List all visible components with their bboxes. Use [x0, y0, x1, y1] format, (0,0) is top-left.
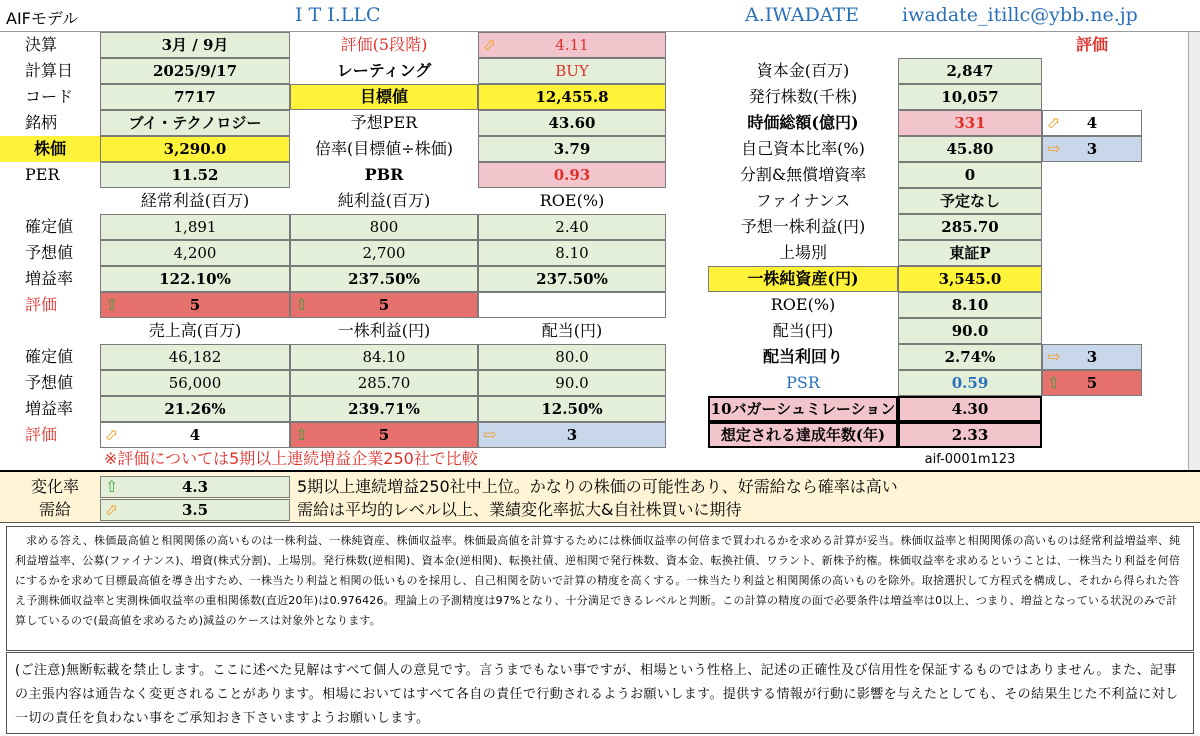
- supply-label: 需給: [38, 500, 71, 519]
- t2-eval-label: 評価: [25, 425, 58, 444]
- capital-value[interactable]: 2,847: [898, 58, 1042, 84]
- pbr-label: PBR: [364, 165, 404, 184]
- code-label: コード: [25, 87, 74, 106]
- t2-header-3: 配当(円): [541, 321, 603, 340]
- sim-label: 10バガーシュミレーション: [708, 396, 898, 422]
- bps-value[interactable]: 3,545.0: [898, 266, 1042, 292]
- psr-label: PSR: [786, 373, 820, 392]
- supply-text: 需給は平均的レベル以上、業績変化率拡大&自社株買いに期待: [297, 500, 742, 519]
- name-value[interactable]: ブイ・テクノロジー: [100, 110, 290, 136]
- t2-growth-1[interactable]: 21.26%: [100, 396, 290, 422]
- bps-label: 一株純資産(円): [708, 266, 898, 292]
- listing-value[interactable]: 東証P: [898, 240, 1042, 266]
- model-id: aif-0001m123: [924, 451, 1016, 467]
- t2-growth-3[interactable]: 12.50%: [478, 396, 666, 422]
- t2-forecast-1[interactable]: 56,000: [100, 370, 290, 396]
- arrow-up-right-icon: ⬀: [105, 425, 119, 444]
- t1-growth-2[interactable]: 237.50%: [290, 266, 478, 292]
- t1-forecast-label: 予想値: [25, 243, 74, 262]
- company-name: I T I.LLC: [295, 4, 381, 26]
- equity-eval[interactable]: ⇨ 3: [1042, 136, 1142, 162]
- scrollbar[interactable]: [1188, 32, 1200, 470]
- t2-forecast-2[interactable]: 285.70: [290, 370, 478, 396]
- years-value[interactable]: 2.33: [898, 422, 1042, 448]
- ratio-label: 倍率(目標値÷株価): [315, 139, 453, 158]
- equity-value[interactable]: 45.80: [898, 136, 1042, 162]
- rating-value[interactable]: BUY: [478, 58, 666, 84]
- rating5-value[interactable]: ⬀ 4.11: [478, 32, 666, 58]
- price-label: 株価: [0, 136, 100, 162]
- ratio-value[interactable]: 3.79: [478, 136, 666, 162]
- methodology-text: 求める答え、株価最高値と相関関係の高いものは一株利益、一株純資産、株価収益率。株価最高値を計算するためには株価収益率の何倍まで買われるかを求める計算が妥当。株価収益率と相関関係の高いものは経常利益増益率、純利益増益率、公募(ファイナンス)、増資(株式分割)、上場別。発行株数(逆相関)、資本金(逆相関)、転換社債、逆相関で発行株数、資本金、転換社債、ワラント、新株予約権。株価収益率を求めるということは、一株当たり利益を何倍にするかを求めて目標最高値を導き出すため、一株当たり利益と相関の低いものを採用し、自己相関を防いで計算の精度を高くする。一株当たり利益と相関関係の高いものを除外。取捨選択して方程式を構成し、それから得られた答え予測株価収益率と実測株価収益率の重相関係数(直近20年)は0.976426。理論上の予測精度は97%となり、十分満足できるレベルと判断。この計算の精度の面で必要条件は増益率は0以上、つまり、増益となっている状況のみで計算しているので(最高値を求めるため)減益のケースは対象外となります。: [6, 526, 1194, 651]
- arrow-right-icon: ⇨: [483, 425, 497, 444]
- t1-eval-label: 評価: [25, 295, 58, 314]
- arrow-up-icon: ⇧: [1047, 373, 1061, 392]
- per-label: PER: [25, 165, 60, 184]
- t1-forecast-2[interactable]: 2,700: [290, 240, 478, 266]
- t2-actual-3[interactable]: 80.0: [478, 344, 666, 370]
- arrow-up-right-icon: ⬀: [105, 500, 119, 519]
- note-text: ※評価については5期以上連続増益企業250社で比較: [104, 449, 478, 468]
- t1-header-1: 経常利益(百万): [140, 191, 250, 210]
- finance-label: ファイナンス: [755, 191, 851, 210]
- t1-header-2: 純利益(百万): [337, 191, 431, 210]
- arrow-right-icon: ⇨: [1047, 139, 1061, 158]
- t1-growth-3[interactable]: 237.50%: [478, 266, 666, 292]
- fper-value[interactable]: 43.60: [478, 110, 666, 136]
- t2-header-1: 売上高(百万): [148, 321, 242, 340]
- summary-panel: [0, 470, 1200, 523]
- code-value[interactable]: 7717: [100, 84, 290, 110]
- arrow-up-icon: ⇧: [105, 295, 119, 314]
- t2-forecast-3[interactable]: 90.0: [478, 370, 666, 396]
- arrow-up-icon: ⇧: [105, 477, 119, 496]
- t2-eval-2[interactable]: ⇧ 5: [290, 422, 478, 448]
- arrow-up-right-icon: ⬀: [483, 35, 497, 54]
- calc-date-label: 計算日: [25, 61, 74, 80]
- t1-actual-1[interactable]: 1,891: [100, 214, 290, 240]
- fper-label: 予想PER: [350, 113, 418, 132]
- settlement-value[interactable]: 3月 / 9月: [100, 32, 290, 58]
- t1-eval-3[interactable]: [478, 292, 666, 318]
- years-label: 想定される達成年数(年): [708, 422, 898, 448]
- mcap-value[interactable]: 331: [898, 110, 1042, 136]
- arrow-up-icon: ⇧: [295, 295, 309, 314]
- div-label: 配当(円): [772, 321, 834, 340]
- t2-header-2: 一株利益(円): [337, 321, 431, 340]
- t1-actual-label: 確定値: [25, 217, 74, 236]
- t2-actual-1[interactable]: 46,182: [100, 344, 290, 370]
- arrow-right-icon: ⇨: [1047, 347, 1061, 366]
- t1-header-3: ROE(%): [539, 191, 605, 210]
- analysis-grid: [0, 32, 1200, 470]
- feps-value[interactable]: 285.70: [898, 214, 1042, 240]
- t2-growth-label: 増益率: [25, 399, 74, 418]
- author-email: iwadate_itillc@ybb.ne.jp: [902, 4, 1138, 26]
- equity-label: 自己資本比率(%): [741, 139, 865, 158]
- listing-label: 上場別: [778, 243, 827, 262]
- psr-eval[interactable]: ⇧ 5: [1042, 370, 1142, 396]
- feps-label: 予想一株利益(円): [740, 217, 866, 236]
- model-title: AIFモデル: [6, 9, 79, 28]
- yield-value[interactable]: 2.74%: [898, 344, 1042, 370]
- roe-label: ROE(%): [770, 295, 836, 314]
- finance-value[interactable]: 予定なし: [898, 188, 1042, 214]
- t1-eval-1[interactable]: ⇧ 5: [100, 292, 290, 318]
- rating5-label: 評価(5段階): [340, 35, 428, 54]
- psr-value[interactable]: 0.59: [898, 370, 1042, 396]
- roe-value[interactable]: 8.10: [898, 292, 1042, 318]
- change-value[interactable]: ⇧ 4.3: [100, 476, 290, 498]
- t2-actual-label: 確定値: [25, 347, 74, 366]
- t1-growth-1[interactable]: 122.10%: [100, 266, 290, 292]
- t2-eval-3[interactable]: ⇨ 3: [478, 422, 666, 448]
- shares-value[interactable]: 10,057: [898, 84, 1042, 110]
- price-value[interactable]: 3,290.0: [100, 136, 290, 162]
- t2-eval-1[interactable]: ⬀ 4: [100, 422, 290, 448]
- shares-label: 発行株数(千株): [748, 87, 858, 106]
- eval-header: 評価: [1075, 35, 1108, 54]
- t2-growth-2[interactable]: 239.71%: [290, 396, 478, 422]
- calc-date-value[interactable]: 2025/9/17: [100, 58, 290, 84]
- per-value[interactable]: 11.52: [100, 162, 290, 188]
- sim-value[interactable]: 4.30: [898, 396, 1042, 422]
- split-label: 分割&無償増資率: [739, 165, 867, 184]
- change-label: 変化率: [30, 477, 79, 496]
- t2-forecast-label: 予想値: [25, 373, 74, 392]
- yield-label: 配当利回り: [762, 347, 843, 366]
- t1-growth-label: 増益率: [25, 269, 74, 288]
- disclaimer-text: (ご注意)無断転載を禁止します。ここに述べた見解はすべて個人の意見です。言うまでもない事ですが、相場という性格上、記述の正確性及び信用性を保証するものではありません。また、記事の主張内容は通告なく変更されることがあります。相場においてはすべて各自の責任で行動されるようお願いします。提供する情報が行動に影響を与えたとしても、その結果生じた不利益に対し一切の責任を負わない事をご承知おき下さいますようお願いします。: [6, 652, 1194, 734]
- header-bar: [0, 0, 1200, 32]
- t1-actual-3[interactable]: 2.40: [478, 214, 666, 240]
- t1-forecast-1[interactable]: 4,200: [100, 240, 290, 266]
- mcap-eval[interactable]: ⬀ 4: [1042, 110, 1142, 136]
- div-value[interactable]: 90.0: [898, 318, 1042, 344]
- split-value[interactable]: 0: [898, 162, 1042, 188]
- capital-label: 資本金(百万): [756, 61, 850, 80]
- yield-eval[interactable]: ⇨ 3: [1042, 344, 1142, 370]
- target-value[interactable]: 12,455.8: [478, 84, 666, 110]
- name-label: 銘柄: [25, 113, 58, 132]
- author-name: A.IWADATE: [745, 4, 860, 26]
- target-label: 目標値: [290, 84, 478, 110]
- t2-actual-2[interactable]: 84.10: [290, 344, 478, 370]
- pbr-value[interactable]: 0.93: [478, 162, 666, 188]
- rating-label: レーティング: [336, 61, 432, 80]
- change-text: 5期以上連続増益250社中上位。かなりの株価の可能性あり、好需給なら確率は高い: [297, 477, 898, 496]
- settlement-label: 決算: [25, 35, 58, 54]
- supply-value[interactable]: ⬀ 3.5: [100, 499, 290, 521]
- t1-eval-2[interactable]: ⇧ 5: [290, 292, 478, 318]
- t1-actual-2[interactable]: 800: [290, 214, 478, 240]
- arrow-up-right-icon: ⬀: [1047, 113, 1061, 132]
- arrow-up-icon: ⇧: [295, 425, 309, 444]
- t1-forecast-3[interactable]: 8.10: [478, 240, 666, 266]
- mcap-label: 時価総額(億円): [747, 113, 859, 132]
